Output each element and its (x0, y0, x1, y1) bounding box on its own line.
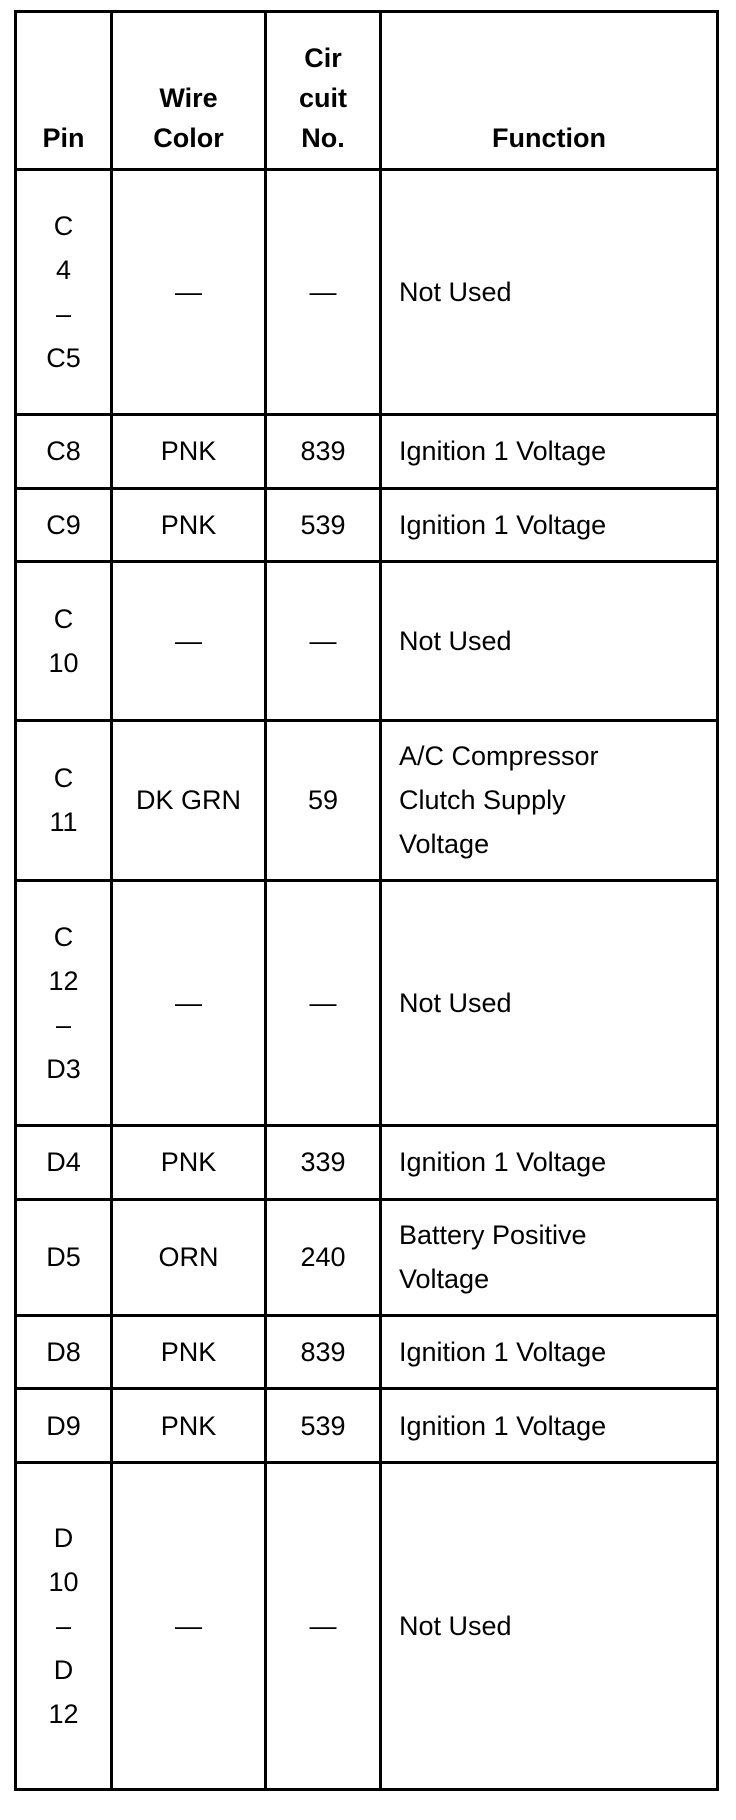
circuit-no-cell (266, 414, 381, 488)
pin-cell (16, 1315, 112, 1389)
function-cell (381, 414, 718, 488)
table-row (16, 488, 718, 562)
table-row (16, 562, 718, 720)
header-wire-color-label: Color (153, 123, 224, 153)
function-text: Ignition 1 Voltage (399, 436, 607, 467)
function-cell (381, 1389, 718, 1463)
pin-label: C5 (46, 342, 81, 373)
pin-label: 12 (48, 965, 79, 996)
function-cell (381, 1315, 718, 1389)
pin-label: C (53, 921, 74, 952)
circuit-no-cell (266, 1315, 381, 1389)
function-cell (381, 720, 718, 880)
table-row (16, 414, 718, 488)
function-text: A/C Compressor (399, 741, 599, 772)
wire-color-cell (112, 1389, 266, 1463)
wire-color-value: PNK (160, 1147, 217, 1178)
wire-color-cell (112, 414, 266, 488)
wire-color-cell (112, 562, 266, 720)
pin-cell (16, 1389, 112, 1463)
function-text: Voltage (399, 1264, 490, 1295)
table-row (16, 170, 718, 415)
circuit-no-value: — (309, 626, 337, 657)
header-row (16, 12, 718, 170)
wire-color-value: — (175, 626, 202, 657)
function-text: Not Used (399, 1611, 512, 1642)
function-text: Ignition 1 Voltage (399, 509, 607, 540)
function-text: Not Used (399, 276, 512, 307)
table-row (16, 880, 718, 1125)
pin-label: 12 (48, 1699, 79, 1730)
circuit-no-cell (266, 720, 381, 880)
header-circuit-no-label: cuit (298, 83, 347, 113)
pin-label: D (53, 1655, 74, 1686)
circuit-no-cell (266, 1463, 381, 1790)
circuit-no-cell (266, 488, 381, 562)
pin-cell (16, 1199, 112, 1315)
header-circuit-no-label: Cir (304, 43, 342, 73)
wire-color-value: — (175, 276, 202, 307)
wire-color-value: PNK (160, 436, 217, 467)
table-row (16, 1315, 718, 1389)
function-text: Ignition 1 Voltage (399, 1147, 607, 1178)
connector-pinout-table (14, 10, 719, 1791)
wire-color-cell (112, 170, 266, 415)
circuit-no-value: 539 (300, 509, 346, 540)
circuit-no-cell (266, 1389, 381, 1463)
pin-label: – (55, 298, 72, 329)
wire-color-cell (112, 1463, 266, 1790)
circuit-no-value: 839 (300, 436, 346, 467)
function-text: Clutch Supply (399, 785, 566, 816)
pin-label: C8 (46, 436, 81, 467)
pin-cell (16, 488, 112, 562)
function-cell (381, 880, 718, 1125)
function-cell (381, 170, 718, 415)
header-wire-color (112, 12, 266, 170)
pin-cell (16, 720, 112, 880)
circuit-no-value: — (309, 1611, 337, 1642)
pin-cell (16, 880, 112, 1125)
wire-color-cell (112, 1315, 266, 1389)
circuit-no-cell (266, 1199, 381, 1315)
pin-label: D4 (46, 1147, 81, 1178)
circuit-no-value: 539 (300, 1410, 346, 1441)
circuit-no-value: 339 (300, 1147, 346, 1178)
header-pin-label: Pin (42, 123, 85, 153)
circuit-no-cell (266, 170, 381, 415)
table-row (16, 1125, 718, 1199)
wire-color-value: — (175, 987, 202, 1018)
pin-label: 10 (48, 1567, 79, 1598)
pin-label: C (53, 763, 74, 794)
wire-color-value: ORN (158, 1242, 219, 1273)
function-text: Not Used (399, 626, 512, 657)
circuit-no-value: — (309, 276, 337, 307)
header-function-label: Function (492, 123, 606, 153)
pin-label: D9 (46, 1410, 81, 1441)
function-text: Ignition 1 Voltage (399, 1337, 607, 1367)
header-pin (16, 12, 112, 170)
table-row (16, 1463, 718, 1790)
wire-color-cell (112, 1125, 266, 1199)
wire-color-cell (112, 720, 266, 880)
wire-color-value: PNK (160, 509, 217, 540)
table-row (16, 1199, 718, 1315)
wire-color-value: PNK (160, 1337, 217, 1367)
pin-cell (16, 1463, 112, 1790)
header-function (381, 12, 718, 170)
wire-color-cell (112, 488, 266, 562)
pin-label: D8 (46, 1337, 81, 1367)
pin-label: C (53, 210, 74, 241)
function-cell (381, 562, 718, 720)
pin-label: – (55, 1009, 72, 1040)
circuit-no-value: 240 (300, 1242, 346, 1273)
wire-color-value: — (175, 1611, 202, 1642)
pin-label: – (55, 1611, 72, 1642)
wire-color-cell (112, 1199, 266, 1315)
pin-label: D5 (46, 1242, 81, 1273)
function-text: Battery Positive (399, 1220, 587, 1251)
wire-color-value: PNK (160, 1410, 217, 1441)
pin-label: C (53, 604, 74, 635)
wire-color-value: DK GRN (135, 785, 241, 816)
header-circuit-no-label: No. (301, 123, 345, 153)
table-row (16, 1389, 718, 1463)
wire-color-cell (112, 880, 266, 1125)
circuit-no-value: 839 (300, 1337, 346, 1367)
pin-label: D (53, 1523, 74, 1554)
function-cell (381, 1463, 718, 1790)
pin-cell (16, 1125, 112, 1199)
pin-cell (16, 414, 112, 488)
pin-label: D3 (46, 1053, 81, 1084)
circuit-no-value: 59 (307, 785, 339, 816)
pin-cell (16, 562, 112, 720)
function-text: Ignition 1 Voltage (399, 1410, 607, 1441)
pin-label: C9 (46, 509, 81, 540)
circuit-no-value: — (309, 987, 337, 1018)
function-cell (381, 488, 718, 562)
circuit-no-cell (266, 562, 381, 720)
pin-cell (16, 170, 112, 415)
circuit-no-cell (266, 880, 381, 1125)
header-circuit-no (266, 12, 381, 170)
table-row (16, 720, 718, 880)
function-cell (381, 1125, 718, 1199)
function-text: Voltage (399, 829, 490, 860)
pin-label: 11 (49, 807, 78, 838)
circuit-no-cell (266, 1125, 381, 1199)
header-wire-color-label: Wire (159, 83, 218, 113)
pin-label: 10 (48, 648, 79, 679)
function-cell (381, 1199, 718, 1315)
pin-label: 4 (55, 254, 72, 285)
function-text: Not Used (399, 987, 512, 1018)
